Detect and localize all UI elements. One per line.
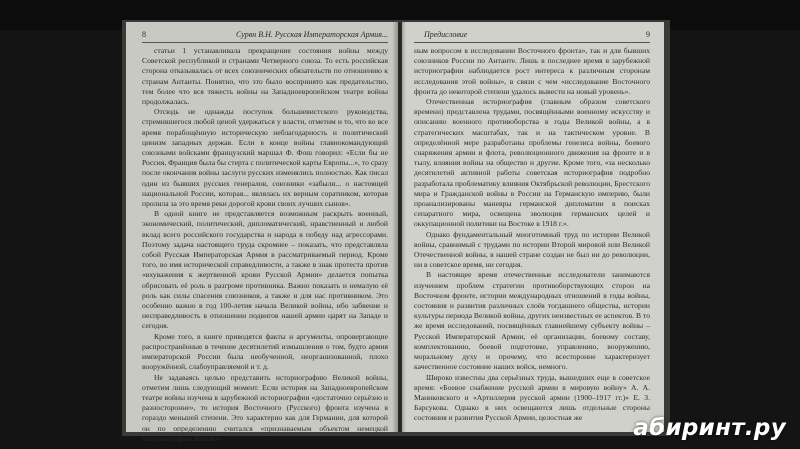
- right-page-text: [414, 46, 650, 424]
- left-running-title: Сурвн В.Н. Русская Императорская Армия...: [235, 30, 388, 39]
- right-page-number: 9: [646, 30, 650, 39]
- paragraph: Отсюдь не однажды поступок большевистского руководства, стремившегося любой ценой удержаться у власти, отметим и то, что во все время порабощённую историческую неблагодарность и политический цинизм западных держав. Если в конце войны главнокомандующий союзными войсками французский маршал Ф. Фош говорил: «Если бы не Россия, Франция была бы стерта с политической карты Европы...», то сразу после окончания войны заслуги русских изменялись полностью. Как писал один из бывших русских генералов, союзники «забыли... о настоящей национальной России, которая... являлась их верным соратником, которая пролила за это время реки дорогой крови своих лучших сынов».: [142, 107, 388, 209]
- right-running-title: Предисловие: [424, 30, 468, 39]
- book-gutter-shadow: [392, 22, 406, 432]
- left-page: [126, 22, 398, 443]
- left-running-head: [142, 30, 388, 43]
- paragraph: статьи 1 устанавливала прекращение состояния войны между Советской республикой и странами Четверного союза. То есть российская сторона отказывалась от всех союзнических обязательств по отношению к странам Антанты. Понятно, что это было воспринято как предательство, тем более что вся тяжесть войны на Западноевропейском театре войны продолжалась.: [142, 46, 388, 107]
- labirint-watermark: абиринт.ру: [633, 415, 786, 441]
- paragraph: В настоящее время отечественные исследователи занимаются изучением проблем стратегии противоборствующих сторон на Восточном фронте, истории международных отношений в годы войны, состояния и развития различных слоёв тогдашнего общества, истории культуры периода Великой войны, других неизвестных ее аспектов. В то же время исследований, посвящённых главнейшему субъекту войны – Русской Императорской Армии, её организации, боевому составу, комплектованию, боевой подготовке, управлению, вооружению, моральному духу и прочему, что всесторонне характеризует качественное состояние наших войск, немного.: [414, 270, 650, 372]
- paragraph: Кроме того, в книге приводятся факты и аргументы, опровергающие распространённые в течение десятилетий измышления о том, будто армия императорской России была необученной, неорганизованной, плохо вооружённой, слабоуправляемой и т. д.: [142, 331, 388, 372]
- paragraph: ным вопросом в исследовании Восточного фронта», так и для бывших союзников России по Антанте. Лишь в последнее время в зарубежной историографии наблюдается рост интереса к различным сторонам исследования этой войны», в связи с чем «исследование Восточного фронта до некоторой степени удалось вывести на новый уровень».: [414, 46, 650, 96]
- right-running-head: [414, 30, 650, 43]
- left-page-number: 8: [142, 30, 146, 39]
- right-page: [402, 22, 664, 432]
- paragraph: Однако фундаментальный многотомный труд по истории Великой войны, сравнимый с трудами по истории Второй мировой или Великой Отечественной войны, в нашей стране создан не был ни до революции, ни в советское время, ни сегодня.: [414, 229, 650, 270]
- left-page-text: [142, 46, 388, 444]
- paragraph: В одной книге не представляется возможным раскрыть военный, экономический, политический, дипломатический, нравственный и любой вклад всего российского государства и народа в победу над агрессорами. Поэтому задача настоящего труда скромнее – показать, что представляла собой Русская Императорская Армия в рассматриваемый период. Кроме того, во имя исторической справедливости, а также в знак протеста против «вхуважения к жертвенной крови Русской Армии» делается попытка обрисовать её роль в разгроме противника. Важно показать и немалую её роль как силы спасения союзников, а также и для нас противником. Это особенно важно в год 100-летия начала Великой войны, ибо забвение и несправедливость в отношении подвигов нашей армии царят на Западе и сегодня.: [142, 209, 388, 331]
- paragraph: Не задаваясь целью представить историографию Великой войны, отметим лишь следующий момент. Если история на Западноевропейском театре войны изучена в зарубежной историографии «достаточно серьёзно и разносторонне», то история Восточного (Русского) фронта изучена в гораздо меньшей степени. Это характерно как для Германии, для которой он по определению считался «признаваемым объектом немецкой историографии абсолют-: [142, 372, 388, 443]
- paragraph: Отечественная историография (главным образом советского времени) представлена трудами, посвящёнными военному искусству и описанию военного противоборства в годы Великой войны, а в стратегических масштабах, так и на тактическом уровне. В определённой мере разработаны проблемы генезиса войны, боевого снаряжения армии и флота, революционного движения на фронте и в тылу, влияния войны на общество и другие. Кроме того, «за несколько десятилетий активной работы советская историография подробно разработала проблематику влияния Октябрьской революции, Брестского мира и Гражданской войны в России на Германскую империю, были проанализированы маневры германской дипломатии в поисках сепаратного мира, освещена эволюция германских целей и оккупационной политики на Востоке в 1918 г.».: [414, 97, 650, 229]
- paragraph: Широко известны два серьёзных труда, вышедших еще в советское время: «Боевое снабжение русской армии в мировую войну» А. А. Маниковского и «Артиллерия русской армии (1900–1917 гг.)» Е. З. Барсукова. Однако в них освещаются лишь отдельные стороны состояния и развития Русской Армии, целостная же: [414, 372, 650, 423]
